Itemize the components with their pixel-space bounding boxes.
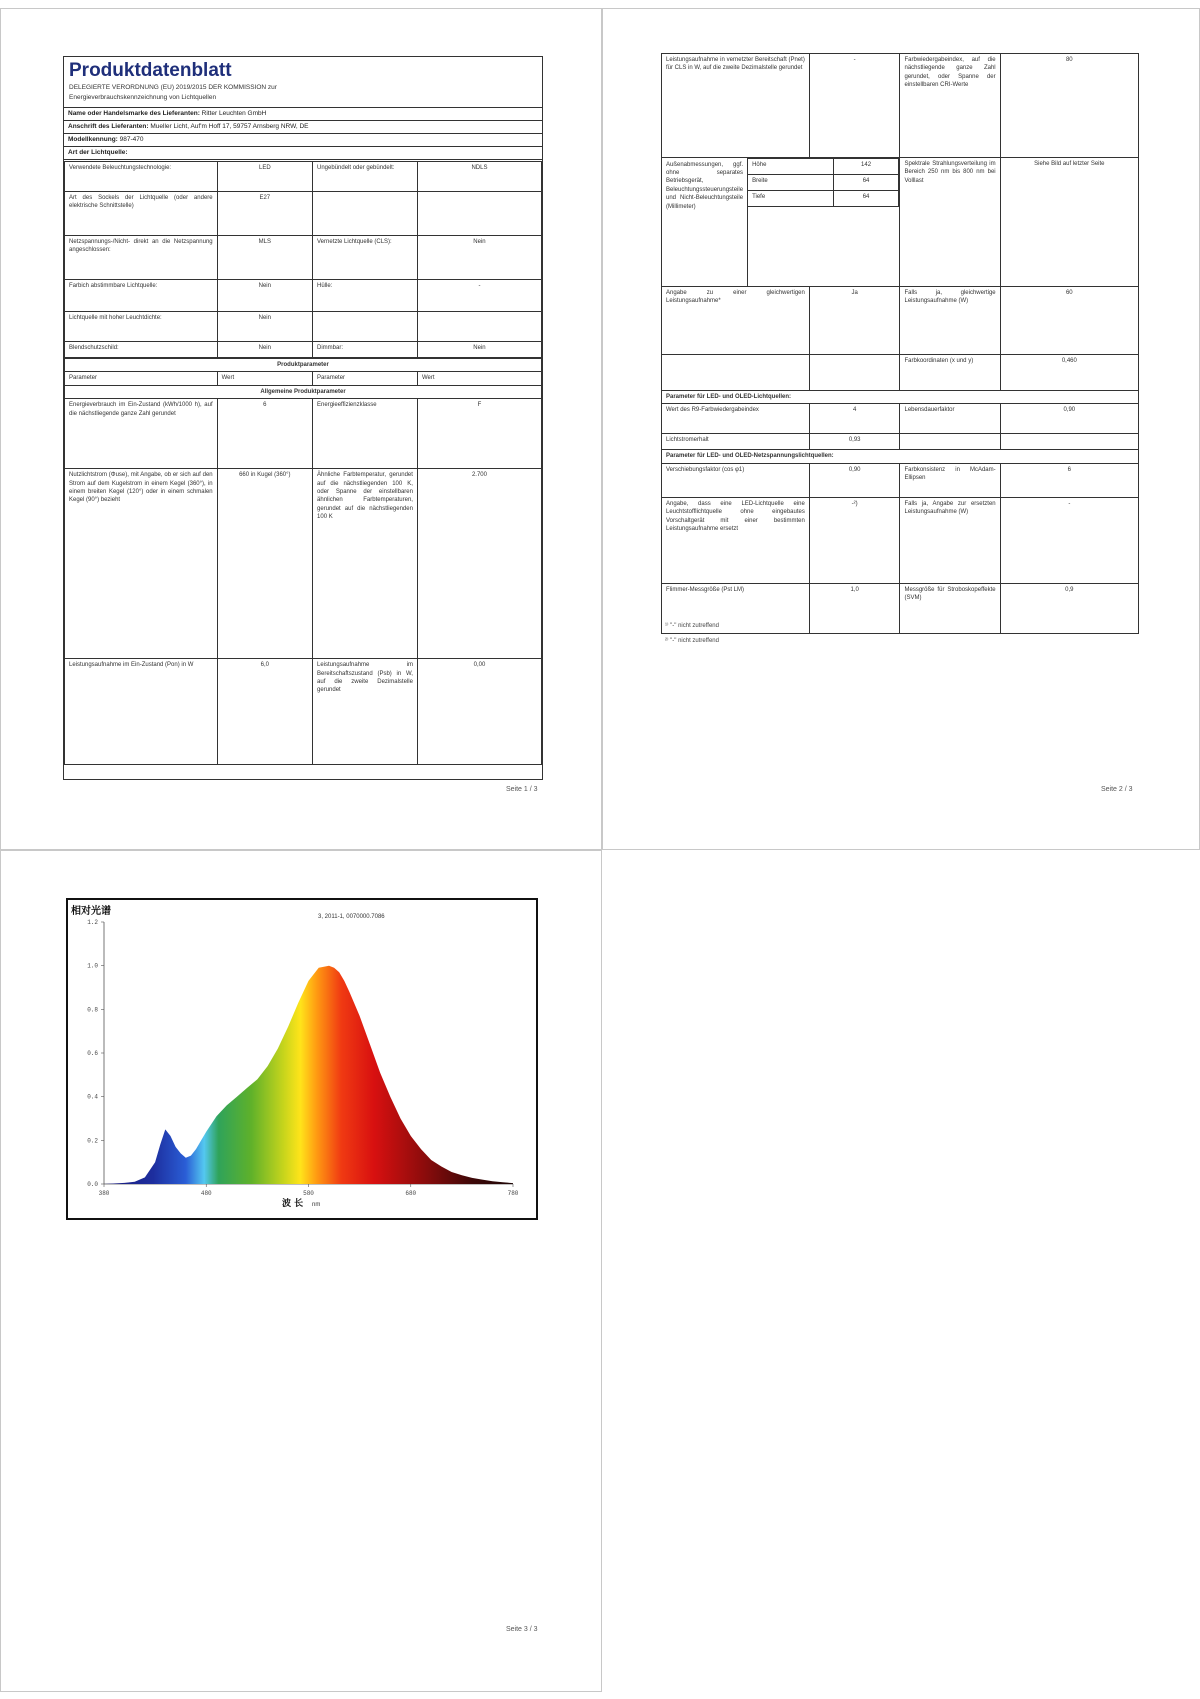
model-label: Modellkennung:: [68, 136, 118, 143]
footnote-1: ¹⁾ "-" nicht zutreffend: [665, 623, 719, 629]
chart-title: 相对光谱: [71, 906, 111, 917]
supplier-label: Name oder Handelsmarke des Lieferanten:: [68, 110, 200, 117]
dim-width-label: Breite: [748, 174, 834, 190]
type-row: [65, 280, 542, 312]
supplier-row: [64, 107, 542, 120]
datasheet-box: [63, 56, 543, 780]
continued-value: 60: [1000, 287, 1138, 355]
y-tick-label: 1.0: [87, 962, 98, 970]
type-value: Nein: [217, 342, 312, 358]
dim-depth-value: 64: [833, 190, 899, 206]
general-row: [65, 659, 542, 765]
general-param: Nutzlichtstrom (Φuse), mit Angabe, ob er sich auf den Strom auf dem Kugelstrom in einem Kegel (360°), in einem breiten Kegel (120°) oder in einem schmalen Kegel (90°) bezieht: [65, 469, 218, 659]
page-1: [0, 8, 602, 850]
mls-value: 6: [1000, 463, 1138, 497]
type-value: Nein: [217, 280, 312, 312]
supplier-value: Ritter Leuchten GmbH: [201, 110, 267, 117]
general-value: 0,00: [417, 659, 541, 765]
regulation-line-2: Energieverbrauchskennzeichnung von Lichtquellen: [69, 94, 217, 101]
continued-param: Falls ja, gleichwertige Leistungsaufnahme (W): [900, 287, 1000, 355]
mls-param: Verschiebungsfaktor (cos φ1): [662, 463, 810, 497]
spectral-distribution-value: Siehe Bild auf letzter Seite: [1000, 158, 1138, 287]
dim-width-value: 64: [833, 174, 899, 190]
x-axis-label: 波 长: [282, 1199, 304, 1209]
type-param: Dimmbar:: [313, 342, 418, 358]
regulation-line-1: DELEGIERTE VERORDNUNG (EU) 2019/2015 DER KOMMISSION zur: [69, 84, 277, 91]
y-tick-label: 0.8: [87, 1006, 98, 1014]
x-tick-label: 480: [200, 1190, 212, 1197]
type-section-heading: Art der Lichtquelle:: [64, 146, 542, 160]
dim-height-value: 142: [833, 159, 899, 175]
page-number: Seite 1 / 3: [506, 786, 538, 793]
model-row: [64, 133, 542, 146]
mls-params-heading: Parameter für LED- und OLED-Netzspannungslichtquellen:: [662, 450, 1139, 463]
type-row: [65, 192, 542, 236]
general-params-heading: Allgemeine Produktparameter: [65, 385, 542, 398]
continued-param: [662, 355, 810, 391]
general-param: Energieverbrauch im Ein-Zustand (kWh/1000 h), auf die nächstliegende ganze Zahl gerundet: [65, 399, 218, 469]
continued-value: 80: [1000, 54, 1138, 158]
y-tick-label: 0.6: [87, 1050, 98, 1057]
mls-param: Messgröße für Stroboskopeffekte (SVM): [900, 583, 1000, 633]
type-value: [417, 192, 541, 236]
led-value: 0,93: [809, 434, 900, 450]
type-row: [65, 236, 542, 280]
continued-param: Farbkoordinaten (x und y): [900, 355, 1000, 391]
continued-value: -: [809, 54, 900, 158]
general-value: F: [417, 399, 541, 469]
dimensions-row: [662, 158, 1139, 287]
y-tick-label: 0.0: [87, 1181, 98, 1188]
continued-row: [662, 287, 1139, 355]
datasheet-box-continued: [661, 53, 1139, 614]
general-row: [65, 469, 542, 659]
spectrum-chart: [66, 898, 538, 1220]
footnote-2: ²⁾ "-" nicht zutreffend: [665, 638, 719, 644]
type-table: [64, 161, 542, 358]
mls-param: Falls ja, Angabe zur ersetzten Leistungsaufnahme (W): [900, 497, 1000, 583]
led-value: [1000, 434, 1138, 450]
spectrum-area: [104, 966, 513, 1184]
product-params-table: [64, 358, 542, 765]
mls-row: [662, 497, 1139, 583]
address-row: [64, 120, 542, 133]
type-param: Verwendete Beleuchtungstechnologie:: [65, 162, 218, 192]
type-param: Netzspannungs-/Nicht- direkt an die Netzspannung angeschlossen:: [65, 236, 218, 280]
product-params-heading: Produktparameter: [65, 359, 542, 372]
led-row: [662, 404, 1139, 434]
x-tick-label: 580: [303, 1190, 314, 1197]
general-row: [65, 399, 542, 469]
led-value: 0,90: [1000, 404, 1138, 434]
page-number: Seite 2 / 3: [1101, 786, 1133, 793]
general-param: Ähnliche Farbtemperatur, gerundet auf die nächstliegenden 100 K, oder Spanne der einstellbaren ähnlichen Farbtemperaturen, gerundet auf die nächstliegenden 100 K: [313, 469, 418, 659]
general-value: 6,0: [217, 659, 312, 765]
type-param: [313, 312, 418, 342]
led-value: 4: [809, 404, 900, 434]
mls-value: 0,9: [1000, 583, 1138, 633]
mls-value: 1,0: [809, 583, 900, 633]
continued-row: [662, 54, 1139, 158]
mls-row: [662, 583, 1139, 633]
led-param: Lebensdauerfaktor: [900, 404, 1000, 434]
mls-row: [662, 463, 1139, 497]
spectral-distribution-label: Spektrale Strahlungsverteilung im Bereich 250 nm bis 800 nm bei Volllast: [900, 158, 1000, 287]
continued-value: Ja: [809, 287, 900, 355]
led-param: Lichtstromerhalt: [662, 434, 810, 450]
type-param: Art des Sockels der Lichtquelle (oder andere elektrische Schnittstelle): [65, 192, 218, 236]
type-row: [65, 162, 542, 192]
type-param: Ungebündelt oder gebündelt:: [313, 162, 418, 192]
type-value: -: [417, 280, 541, 312]
type-value: Nein: [417, 342, 541, 358]
address-value: Mueller Licht, Auf'm Hoff 17, 59757 Arnsberg NRW, DE: [150, 123, 309, 130]
type-param: Vernetzte Lichtquelle (CLS):: [313, 236, 418, 280]
spectrum-chart-svg: [68, 900, 536, 1218]
type-param: [313, 192, 418, 236]
led-param: Wert des R9-Farbwiedergabeindex: [662, 404, 810, 434]
mls-value: -: [1000, 497, 1138, 583]
type-param: Lichtquelle mit hoher Leuchtdichte:: [65, 312, 218, 342]
param-header-row: Parameter Wert Parameter Wert: [65, 372, 542, 385]
continued-row: [662, 355, 1139, 391]
continued-value: 0,460: [1000, 355, 1138, 391]
type-param: Farbich abstimmbare Lichtquelle:: [65, 280, 218, 312]
type-row: [65, 312, 542, 342]
general-param: Leistungsaufnahme im Bereitschaftszustand (Psb) in W, auf die zweite Dezimalstelle gerundet: [313, 659, 418, 765]
type-value: E27: [217, 192, 312, 236]
type-value: LED: [217, 162, 312, 192]
led-params-heading: Parameter für LED- und OLED-Lichtquellen:: [662, 391, 1139, 404]
model-value: 987-470: [119, 136, 144, 143]
address-label: Anschrift des Lieferanten:: [68, 123, 149, 130]
y-tick-label: 0.2: [87, 1137, 98, 1145]
page-2: [602, 8, 1200, 850]
y-tick-label: 0.4: [87, 1093, 98, 1101]
general-param: Energieeffizienzklasse: [313, 399, 418, 469]
continued-param: Angabe zu einer gleichwertigen Leistungsaufnahme*: [662, 287, 810, 355]
general-value: 660 in Kugel (360°): [217, 469, 312, 659]
type-row: [65, 342, 542, 358]
type-param: Hülle:: [313, 280, 418, 312]
y-tick-label: 1.2: [87, 919, 98, 926]
dimensions-label: Außenabmessungen, ggf. ohne separates Betriebsgerät, Beleuchtungssteuerungsteile und Nicht-Beleuchtungsteile (Millimeter): [662, 159, 748, 287]
x-tick-label: 380: [98, 1190, 110, 1197]
dim-height-label: Höhe: [748, 159, 834, 175]
x-tick-label: 680: [405, 1190, 417, 1197]
continued-table: [661, 53, 1139, 634]
continued-param: Leistungsaufnahme in vernetzter Bereitschaft (Pnet) für CLS in W, auf die zweite Dezimalstelle gerundet: [662, 54, 810, 158]
type-value: Nein: [217, 312, 312, 342]
mls-value: -²): [809, 497, 900, 583]
chart-note: 3, 2011-1, 0070000.7086: [318, 914, 385, 920]
x-axis-unit: nm: [312, 1202, 321, 1208]
page-title: Produktdatenblatt: [69, 60, 232, 81]
continued-value: [809, 355, 900, 391]
type-param: Blendschutzschild:: [65, 342, 218, 358]
mls-param: Farbkonsistenz in McAdam-Ellipsen: [900, 463, 1000, 497]
x-tick-label: 780: [507, 1190, 519, 1197]
mls-param: Angabe, dass eine LED-Lichtquelle eine Leuchtstofflichtquelle ohne eingebautes Vorschaltgerät mit einer bestimmten Leistungsaufnahme ersetzt: [662, 497, 810, 583]
led-row: [662, 434, 1139, 450]
continued-param: Farbwiedergabeindex, auf die nächstliegende ganze Zahl gerundet, oder Spanne der einstellbaren CRI-Werte: [900, 54, 1000, 158]
dim-depth-label: Tiefe: [748, 190, 834, 206]
mls-value: 0,90: [809, 463, 900, 497]
general-param: Leistungsaufnahme im Ein-Zustand (Pon) in W: [65, 659, 218, 765]
page-number: Seite 3 / 3: [506, 1626, 538, 1633]
type-value: NDLS: [417, 162, 541, 192]
type-value: [417, 312, 541, 342]
type-value: MLS: [217, 236, 312, 280]
general-value: 6: [217, 399, 312, 469]
led-param: [900, 434, 1000, 450]
type-value: Nein: [417, 236, 541, 280]
mls-param: Flimmer-Messgröße (Pst LM): [662, 583, 810, 633]
general-value: 2.700: [417, 469, 541, 659]
